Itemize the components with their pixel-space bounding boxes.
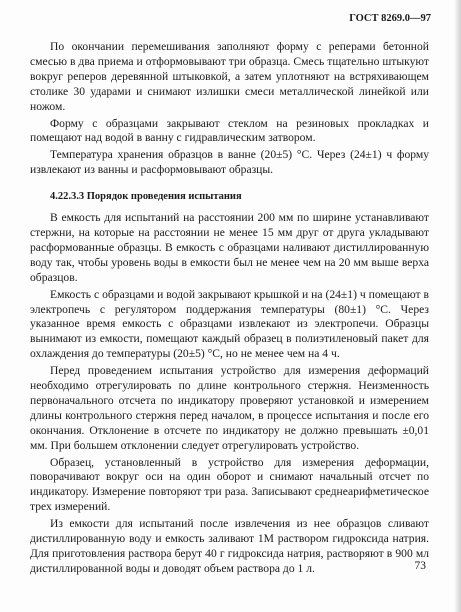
paragraph: Форму с образцами закрывают стеклом на резиновых прокладках и помещают над водой в ванну с гидравлическим затвором.	[30, 116, 429, 145]
paragraph: Емкость с образцами и водой закрывают крышкой и на (24±1) ч помещают в электропечь с регулятором поддержания температуры (80±1) °С. Через указанное время емкость с образцами извлекают из электропечи. Образцы вынимают из емкости, помещают каждый образец в полиэтиленовый пакет для охлаждения до температуры (20±5) °С, но не менее чем на 4 ч.	[30, 287, 429, 361]
paragraph: Температура хранения образцов в ванне (20±5) °С. Через (24±1) ч форму извлекают из ванны и расформовывают образцы.	[30, 148, 429, 177]
paragraph: Образец, установленный в устройство для измерения деформации, поворачивают вокруг оси на один оборот и снимают начальный отсчет по индикатору. Измерение повторяют три раза. Записывают среднеарифметическое трех измерений.	[30, 455, 429, 514]
section-number: 4.22.3.3	[50, 191, 85, 203]
scan-edge-shadow	[454, 0, 461, 612]
page-number: 73	[414, 560, 426, 572]
section-heading	[30, 190, 429, 205]
paragraph: Из емкости для испытаний после извлечения из нее образцов сливают дистиллированную воду и емкость заливают 1М раствором гидроксида натрия. Для приготовления раствора берут 40 г гидроксида натрия, растворяют в 900 мл дистиллированной воды и доводят объем раствора до 1 л.	[30, 517, 429, 575]
section-title: Порядок проведения испытания	[86, 191, 242, 203]
paragraph: В емкость для испытаний на расстоянии 200 мм по ширине устанавливают стержни, на которые на расстоянии не менее 15 мм друг от друга укладывают расформованные образцы. В емкость с образцами наливают дистиллированную воду так, чтобы уровень воды в емкости был не менее чем на 20 мм выше верха образцов.	[30, 211, 429, 284]
paragraph: Перед проведением испытания устройство для измерения деформаций необходимо отрегулировать по длине контрольного стержня. Неизменность первоначального отсчета по индикатору проверяют установкой и измерением длины контрольного стержня перед началом, в процессе испытания и после его окончания. Отклонение в отсчете по индикатору не должно превышать ±0,01 мм. При большем отклонении следует отрегулировать устройство.	[30, 364, 429, 452]
page-header-standard: ГОСТ 8269.0—97	[349, 13, 431, 24]
paragraph: По окончании перемешивания заполняют форму с реперами бетонной смесью в два приема и отформовывают три образца. Смесь тщательно штыкуют вокруг реперов деревянной штыковкой, а затем уплотняют на встряхивающем столике 30 ударами и снимают излишки смеси металлической линейкой или ножом.	[30, 40, 429, 113]
document-body	[30, 40, 429, 579]
